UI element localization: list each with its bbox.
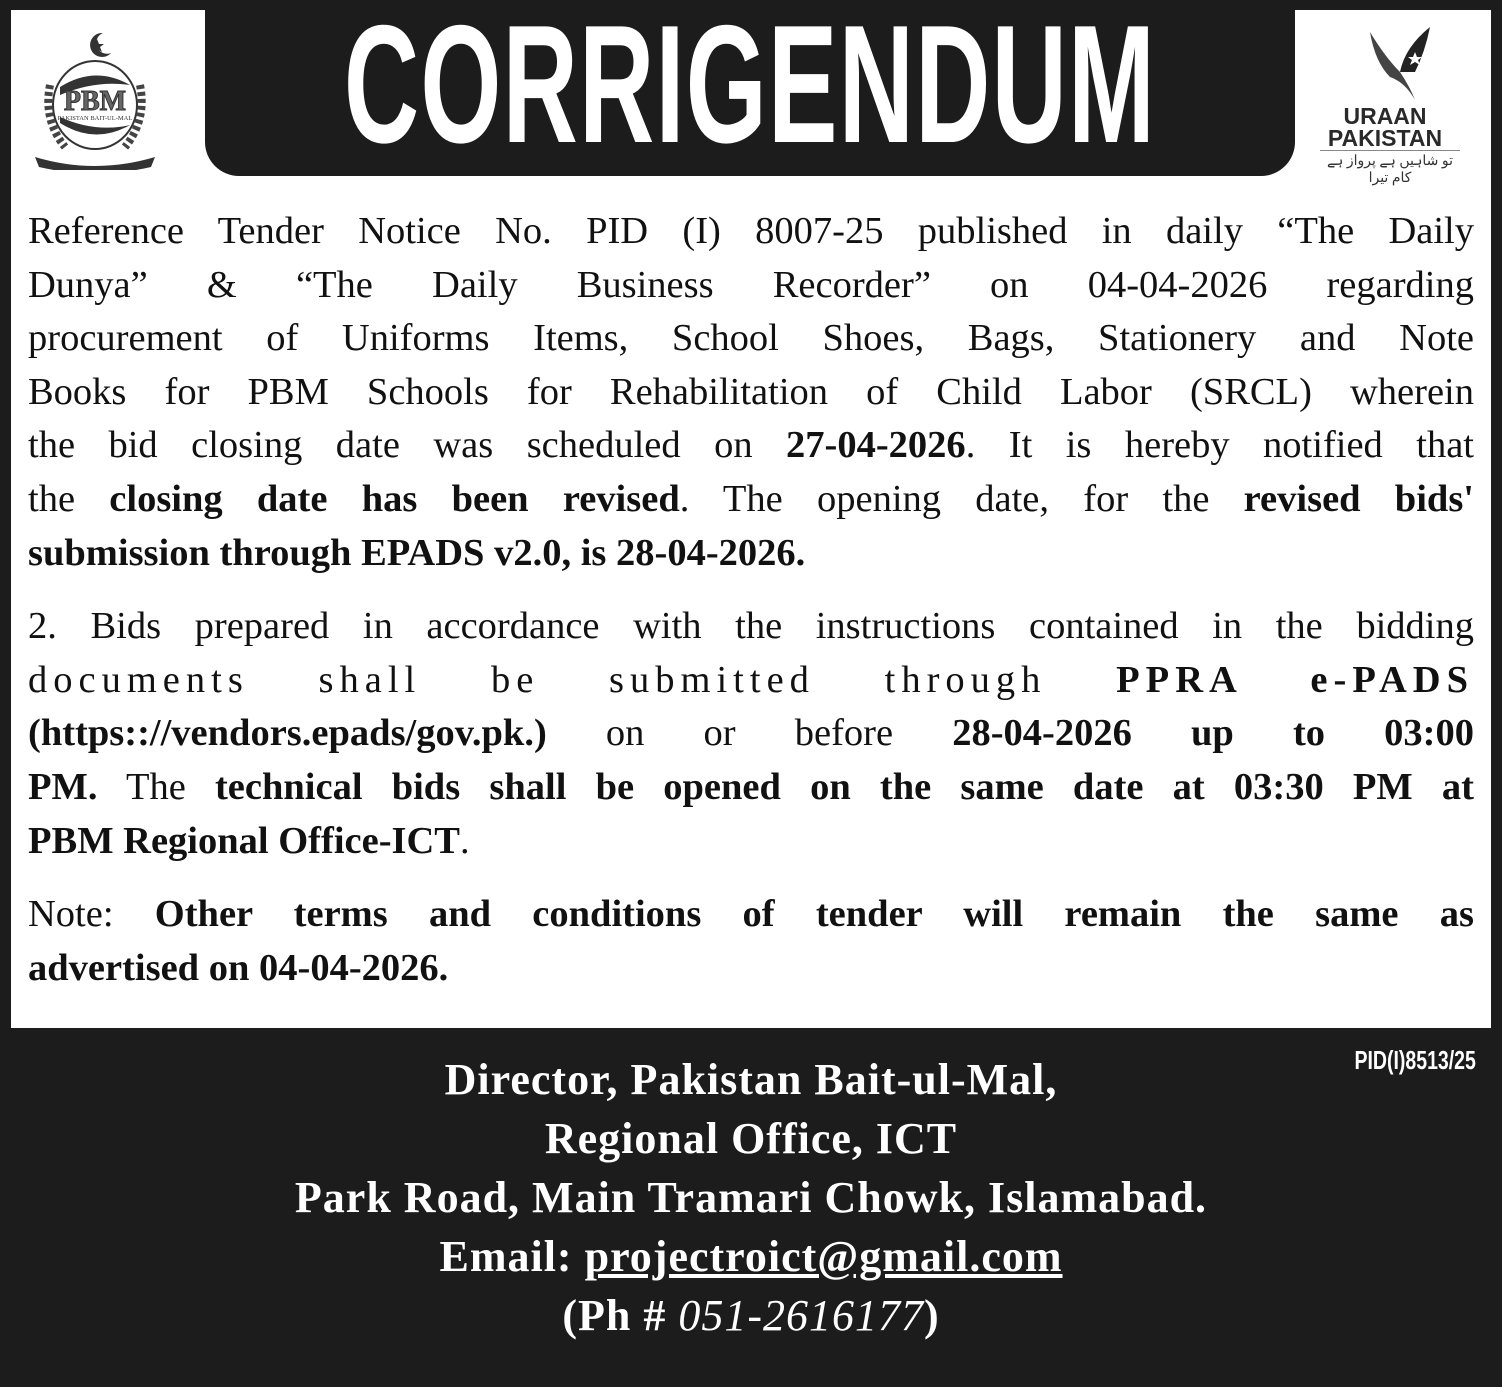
uraan-pakistan-logo [1300, 12, 1490, 186]
paragraph [28, 600, 1474, 868]
bold-text: Other terms and conditions of tender will remain the same as [154, 893, 1474, 936]
text-line [28, 366, 1474, 420]
phone-number: 051-2616177 [678, 1291, 924, 1340]
text-line [28, 473, 1474, 527]
text: The [97, 765, 215, 808]
header-banner [205, 0, 1295, 176]
text-line [28, 707, 1474, 761]
text: . It is hereby notified that [965, 424, 1474, 467]
email-label: Email: [439, 1232, 585, 1281]
text: . The opening date, for the [679, 477, 1244, 520]
text: Note: [28, 893, 155, 936]
svg-text:PBM: PBM [63, 86, 127, 117]
contact-footer [0, 1050, 1502, 1345]
bold-text: PPRA e-PADS [1116, 658, 1474, 701]
text: the bid closing date was scheduled on [28, 424, 787, 467]
text: documents shall be submitted through [28, 658, 1117, 701]
bold-text: PBM Regional Office-ICT [28, 819, 460, 862]
pbm-logo [25, 25, 165, 170]
text: procurement of Uniforms Items, School Shoes, Bags, Stationery and Note [28, 317, 1474, 360]
uraan-text: URAAN [1343, 103, 1427, 129]
text-line [28, 419, 1474, 473]
bold-text: 27-04-2026 [786, 424, 966, 467]
text-line [28, 205, 1474, 259]
phone-suffix: ) [924, 1291, 940, 1340]
text-line [28, 815, 1474, 869]
bold-text: (https:://vendors.epads/gov.pk.) [28, 712, 547, 755]
email-link[interactable]: projectroict@gmail.com [584, 1232, 1063, 1281]
text: 2. Bids prepared in accordance with the instructions contained in the bidding [28, 605, 1474, 648]
phone-prefix: (Ph # [562, 1291, 679, 1340]
bold-text: revised bids' [1243, 477, 1475, 520]
text-line [28, 942, 1474, 996]
notice-body [28, 205, 1474, 1015]
text: Dunya” & “The Daily Business Recorder” on 04-04-2026 regarding [28, 263, 1474, 306]
text-line [28, 761, 1474, 815]
pakistan-text: PAKISTAN [1327, 125, 1443, 151]
footer-line-email [0, 1227, 1502, 1286]
bold-text: submission through EPADS v2.0, is 28-04-2026. [28, 531, 806, 574]
text-line [28, 600, 1474, 654]
pid-reference: PID(I)8513/25 [1354, 1045, 1476, 1075]
bold-text: closing date has been revised [109, 477, 680, 520]
svg-text:PAKISTAN BAIT-UL-MAL: PAKISTAN BAIT-UL-MAL [57, 115, 133, 122]
page-title: CORRIGENDUM [343, 0, 1157, 176]
bold-text: PM. [28, 765, 98, 808]
urdu-slogan: تو شاہیں ہے پرواز ہے کام تیرا [1320, 150, 1460, 187]
footer-line-director: Director, Pakistan Bait-ul-Mal, [444, 1055, 1058, 1104]
bold-text: 28-04-2026 up to 03:00 [952, 712, 1475, 755]
bold-text: advertised on 04-04-2026. [28, 946, 449, 989]
text-line [28, 312, 1474, 366]
text-line [28, 654, 1474, 708]
paragraph [28, 888, 1474, 995]
text: Reference Tender Notice No. PID (I) 8007-25 published in daily “The Daily [28, 210, 1474, 252]
text-line [28, 527, 1474, 581]
text-line [28, 888, 1474, 942]
footer-line-phone [0, 1286, 1502, 1345]
footer-line-address: Park Road, Main Tramari Chowk, Islamabad. [294, 1173, 1208, 1222]
text: . [459, 819, 470, 862]
text: on or before [546, 712, 953, 755]
text-line [28, 259, 1474, 313]
eagle-icon [1365, 22, 1435, 102]
text: Books for PBM Schools for Rehabilitation of Child Labor (SRCL) wherein [28, 370, 1474, 413]
bold-text: technical bids shall be opened on the same date at 03:30 PM at [214, 765, 1474, 808]
footer-line-office: Regional Office, ICT [544, 1114, 958, 1163]
paragraph [28, 205, 1474, 580]
text: the [28, 477, 110, 520]
